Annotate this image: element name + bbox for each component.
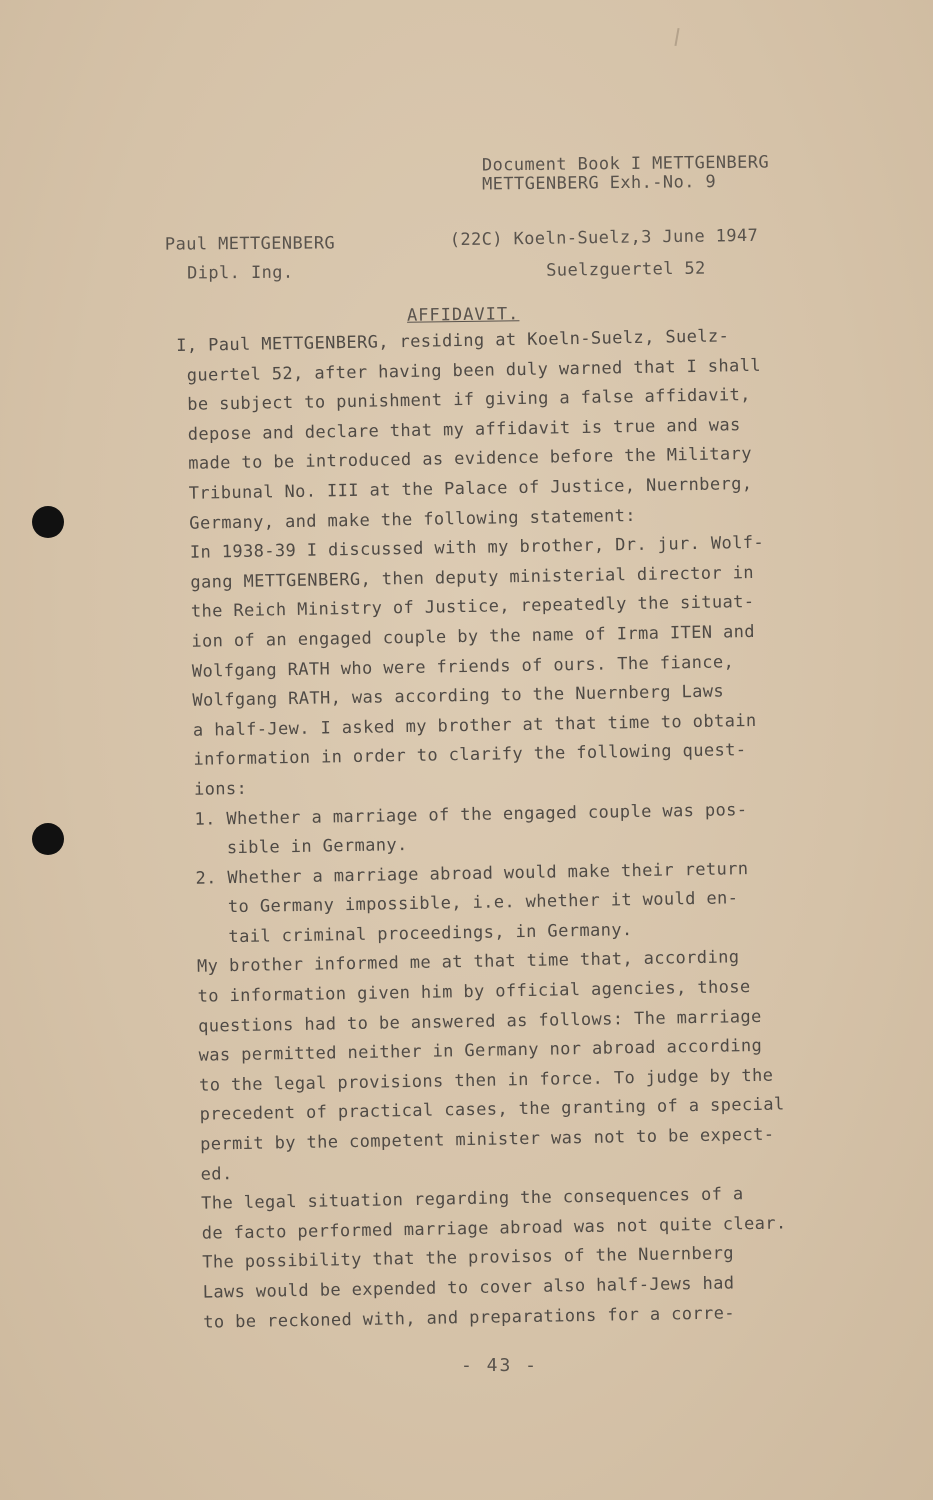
body-line: precedent of practical cases, the granting of a special (199, 1094, 785, 1126)
body-line: I, Paul METTGENBERG, residing at Koeln-Suelz, Suelz- (176, 326, 730, 356)
body-line: Tribunal No. III at the Palace of Justice, Nuernberg, (188, 473, 753, 504)
body-line: permit by the competent minister was not to be expect- (200, 1124, 775, 1155)
body-line: The legal situation regarding the consequences of a (201, 1184, 744, 1214)
affidavit-title: AFFIDAVIT. (406, 304, 520, 326)
body-line: information in order to clarify the following quest- (193, 740, 747, 771)
body-line: made to be introduced as evidence before the Military (188, 444, 753, 475)
body-line: gang METTGENBERG, then deputy ministerial director in (190, 562, 755, 593)
body-line: My brother informed me at that time that, according (196, 947, 740, 978)
list-item-1-cont: sible in Germany. (194, 835, 408, 859)
pen-mark (674, 28, 679, 46)
body-line: Laws would be expended to cover also half-Jews had (202, 1273, 735, 1303)
body-line: questions had to be answered as follows: The marriage (197, 1006, 762, 1037)
body-line: de facto performed marriage abroad was not quite clear. (201, 1213, 787, 1244)
body-line: to information given him by official agencies, those (197, 977, 751, 1007)
body-line: Wolfgang RATH, was according to the Nuernberg Laws (192, 681, 725, 711)
body-line: Germany, and make the following statement: (189, 505, 637, 534)
body-line: Wolfgang RATH who were friends of ours. The fiance, (191, 651, 735, 682)
body-line: to the legal provisions then in force. To judge by the (198, 1065, 774, 1096)
body-line: guertel 52, after having been duly warned that I shall (186, 355, 762, 386)
body-line: ions: (193, 778, 248, 800)
address: Suelzguertel 52 (546, 258, 706, 281)
place-date-block (450, 220, 759, 288)
punch-hole-top (32, 506, 64, 538)
body-line: was permitted neither in Germany nor abroad according (198, 1036, 763, 1066)
affidavit-body (176, 320, 873, 1338)
doc-ref-line2: METTGENBERG Exh.-No. 9 (481, 172, 717, 195)
list-item-2: 2. Whether a marriage abroad would make their return (195, 858, 749, 889)
sender-block (165, 229, 336, 288)
sender-name: Paul METTGENBERG (164, 233, 336, 255)
body-line: to be reckoned with, and preparations for a corre- (203, 1302, 736, 1333)
body-line: ion of an engaged couple by the name of Irma ITEN and (191, 621, 756, 652)
list-item-1: 1. Whether a marriage of the engaged couple was pos- (194, 799, 748, 830)
body-line: depose and declare that my affidavit is true and was (187, 414, 741, 445)
punch-hole-bottom (32, 823, 64, 855)
document-reference (482, 153, 770, 194)
body-line: be subject to punishment if giving a false affidavit, (187, 385, 752, 416)
body-line: The possibility that the provisos of the Nuernberg (202, 1243, 735, 1274)
body-line: a half-Jew. I asked my brother at that time to obtain (192, 710, 757, 741)
place-date: (22C) Koeln-Suelz,3 June 1947 (449, 225, 759, 251)
page-number: - 43 - (461, 1355, 539, 1376)
sender-title: Dipl. Ing. (187, 262, 294, 284)
doc-ref-line1: Document Book I METTGENBERG (481, 152, 770, 176)
body-line: the Reich Ministry of Justice, repeatedly the situat- (190, 592, 755, 623)
body-line: ed. (200, 1163, 233, 1185)
body-line: In 1938-39 I discussed with my brother, Dr. jur. Wolf- (189, 532, 765, 563)
list-item-2-cont: tail criminal proceedings, in Germany. (196, 919, 633, 948)
list-item-2-cont: to Germany impossible, i.e. whether it would en- (195, 888, 739, 919)
